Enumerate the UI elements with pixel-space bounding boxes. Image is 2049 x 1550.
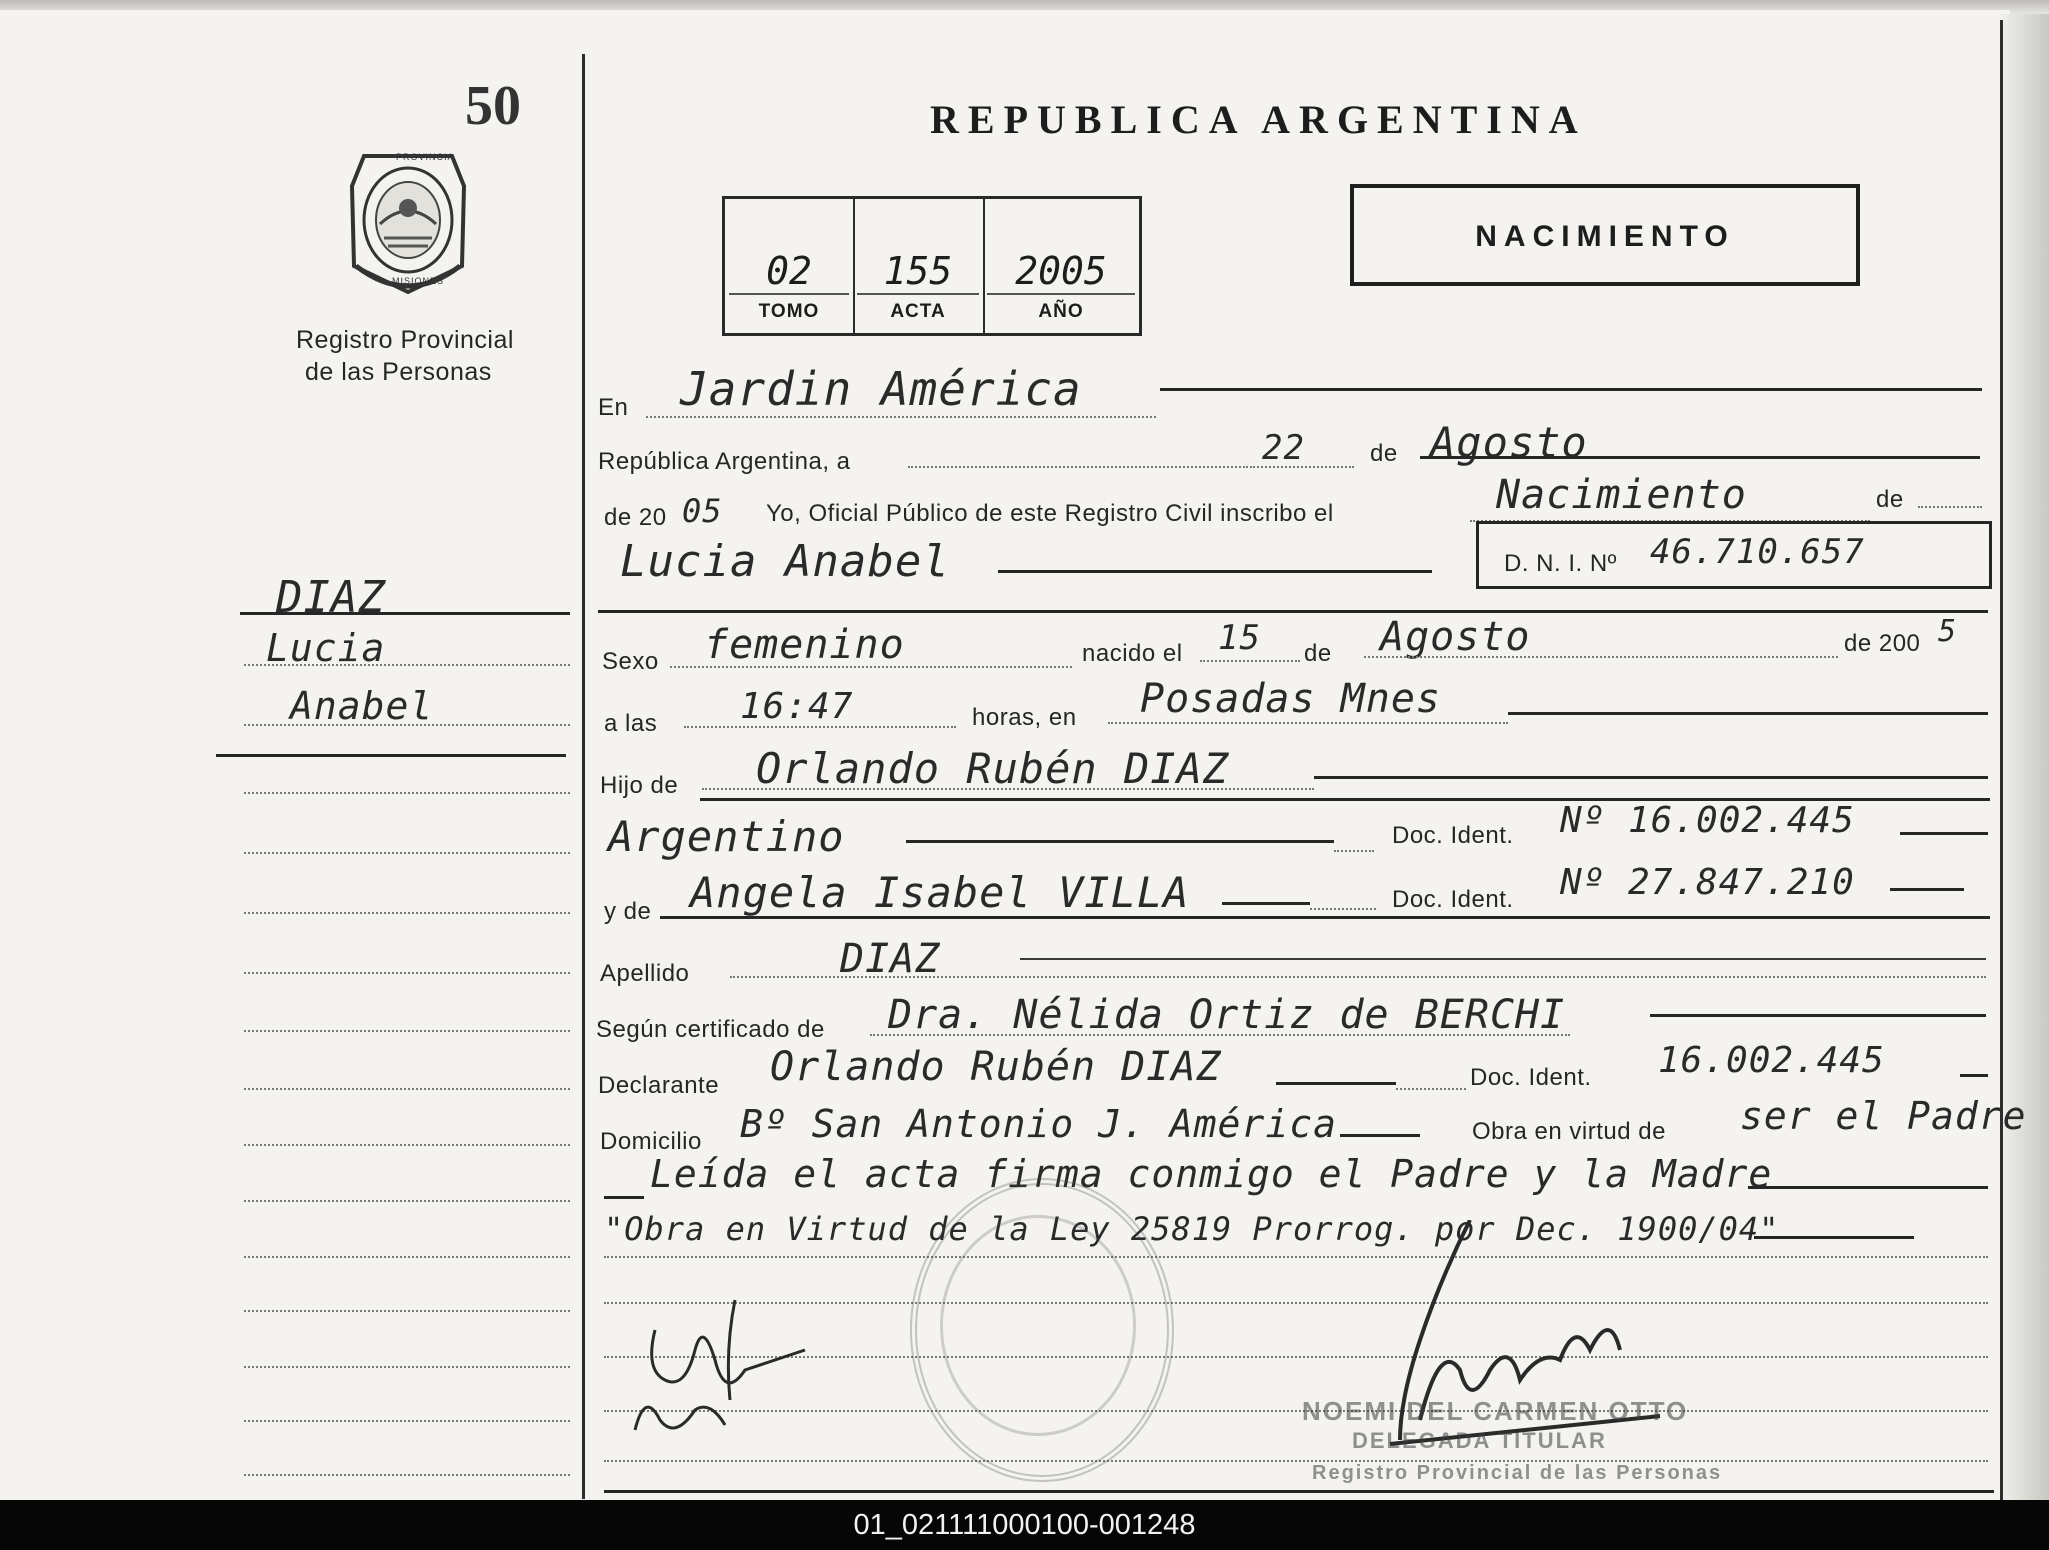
- acta-cell: [853, 199, 985, 333]
- line: [1890, 888, 1964, 891]
- field-padre-doc: Nº 16.002.445: [1560, 800, 1855, 841]
- line: [1222, 902, 1310, 905]
- line: [1364, 656, 1838, 658]
- field-lugar: Jardin América: [680, 362, 1082, 416]
- field-dia: 22: [1262, 428, 1305, 468]
- line: [870, 1034, 1570, 1036]
- record-type: NACIMIENTO: [1475, 220, 1735, 253]
- tomo-cell: [725, 199, 855, 333]
- signature-left-icon: [615, 1290, 815, 1440]
- record-number-box: [722, 196, 1142, 336]
- anio-label: AÑO: [1038, 301, 1084, 322]
- line: [906, 840, 1334, 843]
- line: [1310, 908, 1376, 910]
- line: [1334, 850, 1374, 852]
- line: [1108, 722, 1508, 724]
- image-id-footer: 01_021111000100-001248: [0, 1500, 2049, 1550]
- official-stamp-inner: [940, 1215, 1136, 1436]
- line: [604, 1256, 1988, 1258]
- label-en: En: [598, 394, 629, 421]
- margin-line: [244, 1088, 570, 1090]
- tomo-value: 02: [766, 249, 812, 293]
- margin-line: [244, 972, 570, 974]
- line: [1918, 506, 1982, 508]
- margin-line: [244, 1420, 570, 1422]
- seal-bottom-text: MISIONES: [392, 276, 445, 286]
- margin-line: [244, 664, 570, 666]
- field-lugar-nac: Posadas Mnes: [1140, 676, 1441, 722]
- line: [702, 788, 1314, 790]
- field-dia-nac: 15: [1218, 618, 1261, 658]
- label-doc-ident-3: Doc. Ident.: [1470, 1064, 1592, 1091]
- margin-line: [244, 1200, 570, 1202]
- margin-first-name: Lucia: [266, 626, 386, 670]
- field-obra: ser el Padre: [1740, 1094, 2027, 1138]
- field-anio-nac-suffix: 5: [1938, 614, 1958, 649]
- registry-line-1: Registro Provincial: [296, 326, 514, 354]
- line: [1508, 712, 1988, 715]
- label-nacido-el: nacido el: [1082, 640, 1183, 667]
- line: [1020, 958, 1986, 960]
- label-doc-ident-2: Doc. Ident.: [1392, 886, 1514, 913]
- field-apellido: DIAZ: [840, 936, 941, 982]
- margin-surname: DIAZ: [276, 572, 386, 623]
- field-padre: Orlando Rubén DIAZ: [756, 744, 1230, 793]
- field-domicilio: Bº San Antonio J. América: [740, 1102, 1337, 1146]
- line: [1650, 1014, 1986, 1017]
- line: [604, 1196, 644, 1199]
- line: [1748, 1186, 1988, 1189]
- label-a-las: a las: [604, 710, 658, 737]
- label-de: de: [1370, 440, 1398, 467]
- margin-rule: [216, 754, 566, 757]
- field-nombre: Lucia Anabel: [620, 536, 950, 587]
- line: [1754, 1236, 1914, 1239]
- margin-line: [244, 792, 570, 794]
- line: [604, 1460, 1988, 1462]
- margin-line: [244, 1256, 570, 1258]
- margin-line: [244, 1144, 570, 1146]
- label-y-de: y de: [604, 898, 652, 925]
- field-certificado: Dra. Nélida Ortiz de BERCHI: [888, 992, 1566, 1038]
- field-padre-nacionalidad: Argentino: [608, 812, 845, 861]
- line: [1420, 456, 1980, 459]
- seal-top-text: PROVINCIA: [396, 152, 455, 162]
- line: [1900, 832, 1988, 835]
- margin-line: [244, 1474, 570, 1476]
- record-type-box: [1350, 184, 1860, 286]
- field-nota-1: Leída el acta firma conmigo el Padre y la Madre: [650, 1152, 1773, 1196]
- field-mes: Agosto: [1430, 418, 1588, 467]
- field-madre: Angela Isabel VILLA: [690, 868, 1190, 917]
- label-dni: D. N. I. Nº: [1504, 550, 1617, 577]
- field-anio-suffix: 05: [682, 492, 723, 530]
- line: [730, 976, 1986, 978]
- label-obra: Obra en virtud de: [1472, 1118, 1666, 1145]
- section-divider: [660, 916, 1990, 919]
- label-segun: Según certificado de: [596, 1016, 825, 1043]
- label-oficial: Yo, Oficial Público de este Registro Civil inscribo el: [766, 500, 1334, 527]
- line: [1314, 776, 1988, 779]
- margin-line: [244, 1030, 570, 1032]
- field-hora: 16:47: [740, 686, 854, 727]
- right-border: [2000, 20, 2003, 1500]
- line: [908, 466, 1248, 468]
- section-divider: [598, 610, 1988, 613]
- margin-line: [244, 852, 570, 854]
- label-de-3: de: [1304, 640, 1332, 667]
- label-doc-ident: Doc. Ident.: [1392, 822, 1514, 849]
- official-name: NOEMI DEL CARMEN OTTO: [1302, 1396, 1689, 1426]
- anio-value: 2005: [1015, 249, 1107, 293]
- margin-line: [244, 912, 570, 914]
- official-title: DELEGADA TITULAR: [1352, 1428, 1607, 1453]
- line: [1396, 1088, 1466, 1090]
- label-sexo: Sexo: [602, 648, 659, 675]
- line: [670, 666, 1072, 668]
- line: [1960, 1074, 1988, 1077]
- line: [1160, 388, 1982, 391]
- provincial-seal-icon: [344, 146, 472, 296]
- label-hijo-de: Hijo de: [600, 772, 679, 799]
- field-declarante: Orlando Rubén DIAZ: [770, 1044, 1222, 1090]
- official-office: Registro Provincial de las Personas: [1312, 1462, 1723, 1484]
- line: [1276, 1082, 1396, 1085]
- margin-line: [244, 1310, 570, 1312]
- label-de-2: de: [1876, 486, 1904, 513]
- margin-rule: [240, 612, 570, 615]
- label-horas-en: horas, en: [972, 704, 1077, 731]
- acta-label: ACTA: [890, 301, 946, 322]
- country-title: REPUBLICA ARGENTINA: [930, 97, 1587, 142]
- line: [1200, 660, 1300, 662]
- margin-line: [244, 1366, 570, 1368]
- line: [1340, 1134, 1420, 1137]
- label-de-200: de 200: [1844, 630, 1921, 657]
- page-number: 50: [465, 75, 521, 137]
- line: [604, 1490, 1994, 1493]
- label-apellido: Apellido: [600, 960, 690, 987]
- line: [1250, 466, 1354, 468]
- anio-cell: [983, 199, 1139, 333]
- field-declarante-doc: 16.002.445: [1658, 1040, 1885, 1081]
- line: [998, 570, 1432, 573]
- registry-line-2: de las Personas: [305, 358, 492, 386]
- line: [684, 726, 956, 728]
- field-madre-doc: Nº 27.847.210: [1560, 862, 1855, 903]
- margin-divider: [582, 54, 585, 1499]
- field-sexo: femenino: [704, 622, 905, 668]
- tomo-label: TOMO: [758, 301, 820, 322]
- page-right-edge: [2000, 14, 2049, 1500]
- field-nota-2: "Obra en Virtud de la Ley 25819 Prorrog. por Dec. 1900/04": [604, 1210, 1780, 1248]
- field-inscribe: Nacimiento: [1496, 472, 1747, 518]
- margin-second-name: Anabel: [290, 684, 434, 728]
- label-de-20: de 20: [604, 504, 667, 531]
- field-mes-nac: Agosto: [1380, 614, 1531, 660]
- label-republica: República Argentina, a: [598, 448, 851, 475]
- label-declarante: Declarante: [598, 1072, 720, 1099]
- margin-line: [244, 724, 570, 726]
- acta-value: 155: [883, 249, 953, 293]
- label-domicilio: Domicilio: [600, 1128, 702, 1155]
- field-dni: 46.710.657: [1650, 532, 1865, 572]
- line: [646, 416, 1156, 418]
